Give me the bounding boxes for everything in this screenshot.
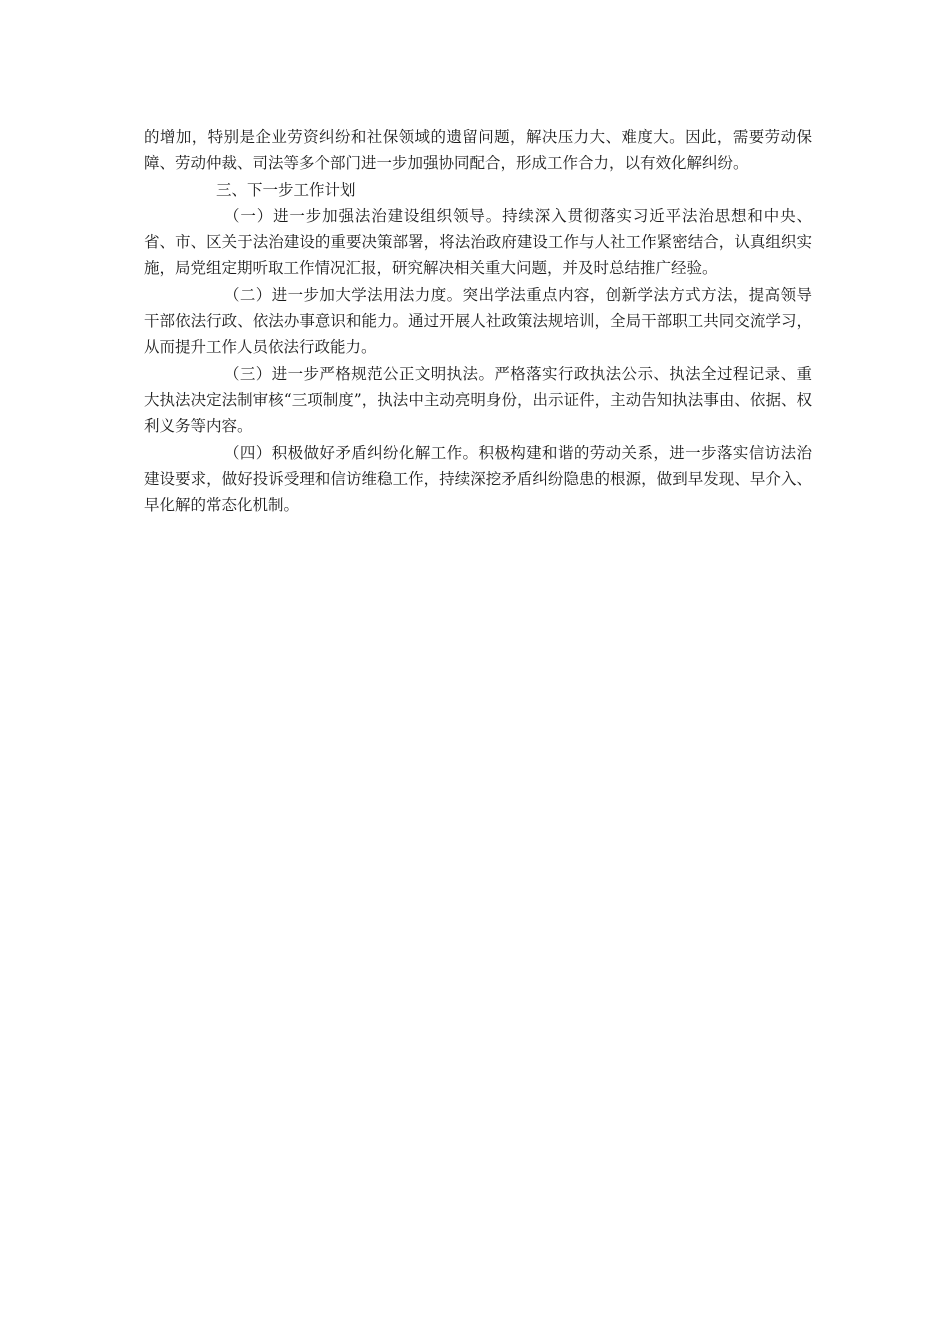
paragraph-item-1: （一）进一步加强法治建设组织领导。持续深入贯彻落实习近平法治思想和中央、省、市、区关于法治建设的重要决策部署，将法治政府建设工作与人社工作紧密结合，认真组织实施，局党组定期听取工作情况汇报，研究解决相关重大问题，并及时总结推广经验。 [144, 206, 812, 278]
paragraph-item-4: （四）积极做好矛盾纠纷化解工作。积极构建和谐的劳动关系，进一步落实信访法治建设要求，做好投诉受理和信访维稳工作，持续深挖矛盾纠纷隐患的根源，做到早发现、早介入、早化解的常态化机制。 [144, 443, 812, 515]
section-heading: 三、下一步工作计划 [216, 180, 356, 199]
document-body [144, 124, 812, 518]
paragraph-continuation: 的增加，特别是企业劳资纠纷和社保领域的遗留问题，解决压力大、难度大。因此，需要劳动保障、劳动仲裁、司法等多个部门进一步加强协同配合，形成工作合力，以有效化解纠纷。 [144, 128, 812, 173]
paragraph-item-3: （三）进一步严格规范公正文明执法。严格落实行政执法公示、执法全过程记录、重大执法决定法制审核“三项制度”，执法中主动亮明身份，出示证件，主动告知执法事由、依据、权利义务等内容。 [144, 364, 812, 436]
paragraph-item-2: （二）进一步加大学法用法力度。突出学法重点内容，创新学法方式方法，提高领导干部依法行政、依法办事意识和能力。通过开展人社政策法规培训，全局干部职工共同交流学习，从而提升工作人员依法行政能力。 [144, 285, 812, 357]
